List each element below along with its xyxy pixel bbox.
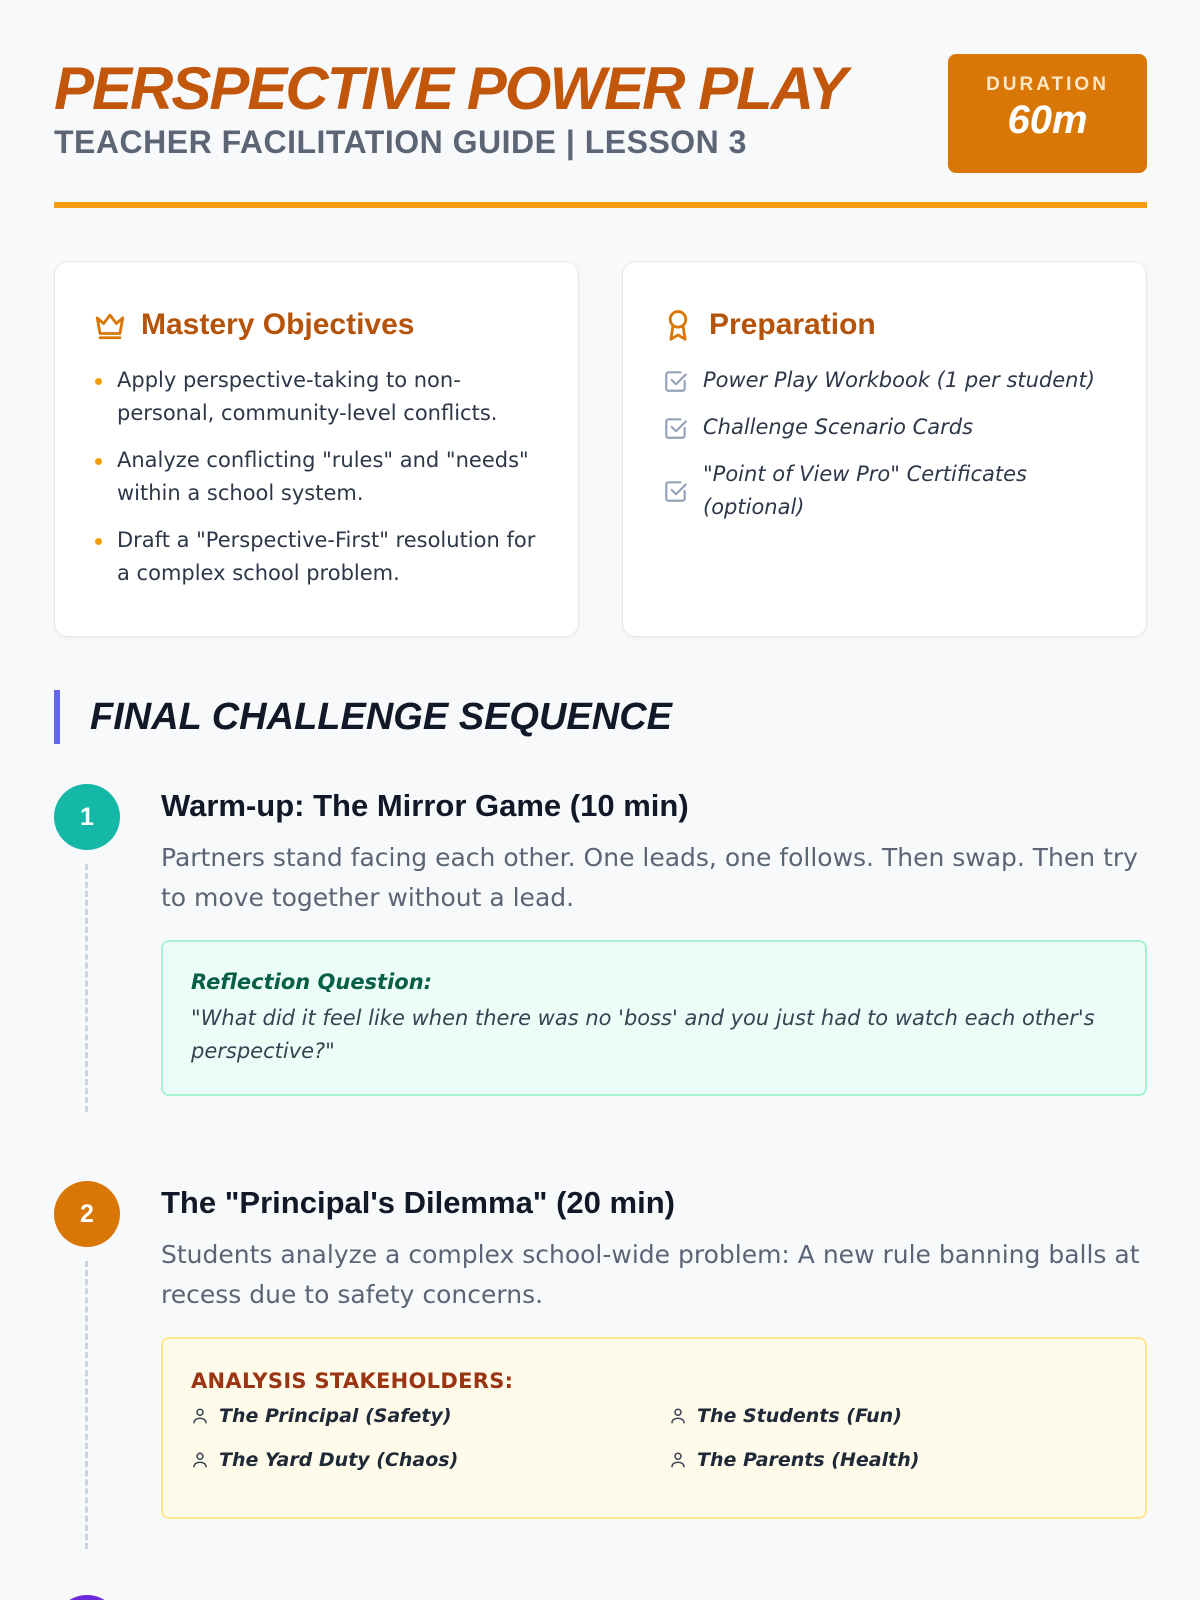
timeline-connector — [85, 1261, 88, 1549]
duration-label: DURATION — [986, 74, 1109, 95]
preparation-list — [661, 364, 1108, 524]
bullet-dot — [95, 378, 102, 385]
preparation-title: Preparation — [709, 308, 876, 341]
section-title: FINAL CHALLENGE SEQUENCE — [54, 690, 672, 744]
duration-badge — [948, 54, 1147, 173]
list-item — [661, 411, 1108, 444]
stakeholder-name: The Principal (Safety) — [219, 1405, 452, 1427]
step-title: Warm-up: The Mirror Game (10 min) — [161, 788, 689, 823]
checkbox-icon — [663, 368, 689, 394]
preparation-text: Challenge Scenario Cards — [703, 415, 974, 439]
stakeholder-name: The Students (Fun) — [697, 1405, 902, 1427]
lesson-guide-page — [54, 0, 1147, 1471]
reflection-label: Reflection Question: — [191, 970, 433, 994]
step-content — [161, 784, 1147, 1096]
objectives-list — [93, 364, 540, 590]
reflection-box — [161, 940, 1147, 1096]
step-number-badge: 2 — [54, 1181, 120, 1247]
stakeholders-grid — [191, 1405, 1117, 1471]
objective-text: Apply perspective-taking to non-personal, community-level conflicts. — [117, 368, 498, 425]
stakeholder-item — [669, 1449, 1069, 1471]
crown-icon — [93, 308, 127, 342]
overview-cards — [54, 261, 1147, 637]
list-item — [93, 444, 540, 510]
stakeholder-item — [669, 1405, 1069, 1427]
objectives-heading — [93, 308, 540, 342]
preparation-text: Power Play Workbook (1 per student) — [703, 368, 1095, 392]
timeline-connector — [85, 864, 88, 1112]
person-icon — [669, 1450, 687, 1470]
stakeholders-box — [161, 1337, 1147, 1519]
list-item — [93, 524, 540, 590]
page-subtitle: TEACHER FACILITATION GUIDE | LESSON 3 — [54, 124, 747, 160]
award-icon — [661, 308, 695, 342]
step-description: Partners stand facing each other. One leads, one follows. Then swap. Then try to move together without a lead. — [161, 843, 1138, 912]
list-item — [661, 458, 1108, 524]
stakeholders-label: ANALYSIS STAKEHOLDERS: — [191, 1369, 514, 1393]
step-description: Students analyze a complex school-wide problem: A new rule banning balls at recess due to safety concerns. — [161, 1240, 1140, 1309]
stakeholder-name: The Parents (Health) — [697, 1449, 920, 1471]
objectives-title: Mastery Objectives — [141, 308, 415, 341]
step-3-badge-partial — [54, 1595, 120, 1600]
stakeholder-item — [191, 1449, 669, 1471]
step-content — [161, 1181, 1147, 1519]
objectives-card — [54, 261, 579, 637]
preparation-card — [622, 261, 1147, 637]
checkbox-icon — [663, 478, 689, 504]
stakeholder-name: The Yard Duty (Chaos) — [219, 1449, 459, 1471]
step-1 — [54, 784, 1147, 1124]
stakeholder-item — [191, 1405, 669, 1427]
objective-text: Draft a "Perspective-First" resolution for a complex school problem. — [117, 528, 536, 585]
bullet-dot — [95, 538, 102, 545]
reflection-text: "What did it feel like when there was no 'boss' and you just had to watch each other's perspective?" — [191, 1006, 1095, 1063]
step-2 — [54, 1181, 1147, 1561]
preparation-heading — [661, 308, 1108, 342]
bullet-dot — [95, 458, 102, 465]
person-icon — [191, 1450, 209, 1470]
list-item — [661, 364, 1108, 397]
person-icon — [669, 1406, 687, 1426]
checkbox-icon — [663, 415, 689, 441]
duration-value: 60m — [1007, 98, 1088, 142]
preparation-text: "Point of View Pro" Certificates (optional) — [703, 462, 1027, 519]
person-icon — [191, 1406, 209, 1426]
step-title: The "Principal's Dilemma" (20 min) — [161, 1185, 675, 1220]
step-number-badge: 1 — [54, 784, 120, 850]
list-item — [93, 364, 540, 430]
page-header — [54, 0, 1147, 208]
objective-text: Analyze conflicting "rules" and "needs" within a school system. — [117, 448, 529, 505]
page-title: PERSPECTIVE POWER PLAY — [54, 55, 846, 122]
